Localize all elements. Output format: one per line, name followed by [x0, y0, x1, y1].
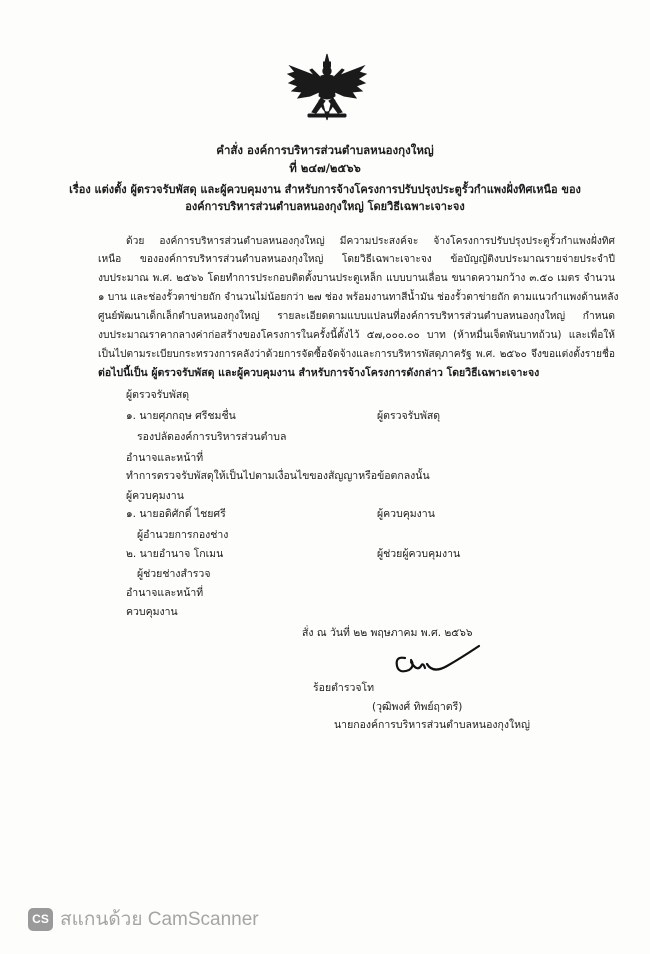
signer-name: (วุฒิพงศ์ ทิพย์ฤาตรี)	[372, 701, 463, 713]
order-number: ที่ ๒๔๗/๒๕๖๖	[289, 161, 361, 175]
camscanner-watermark: สแกนด้วย CamScanner	[60, 909, 259, 930]
handwritten-signature	[387, 644, 487, 680]
garuda-emblem-icon	[286, 52, 368, 130]
inspectors-duty-heading: อำนาจและหน้าที่	[126, 452, 204, 464]
supervisors-heading: ผู้ควบคุมงาน	[126, 490, 184, 502]
camscanner-logo-icon: CS	[28, 908, 53, 931]
body-line: งบประมาณ พ.ศ. ๒๕๖๖ โดยทำการประกอบติดตั้งบานประตูเหล็ก แบบบานเลื่อน ขนาดความกว้าง ๓.๕๐ เมตร จำนวน	[98, 273, 615, 284]
signer-title: นายกองค์การบริหารส่วนตำบลหนองกุงใหญ่	[334, 719, 531, 731]
subject-line-2: องค์การบริหารส่วนตำบลหนองกุงใหญ่ โดยวิธีเฉพาะเจาะจง	[185, 200, 465, 213]
body-line: ๑ บาน และช่องรั้วตาข่ายถัก จำนวนไม่น้อยกว่า ๒๗ ช่อง พร้อมงานทาสีน้ำมัน ช่องรั้วตาข่ายถัก ตามแนวกำแพงด้านหลัง	[98, 292, 619, 303]
body-line: ด้วย องค์การบริหารส่วนตำบลหนองกุงใหญ่ มีความประสงค์จะ จ้างโครงการปรับปรุงประตูรั้วกำแพงฝั่งทิศ	[126, 236, 615, 247]
supervisor-2-position: ผู้ช่วยช่างสำรวจ	[137, 568, 211, 580]
supervisor-1-role: ผู้ควบคุมงาน	[377, 508, 435, 520]
supervisor-2-role: ผู้ช่วยผู้ควบคุมงาน	[377, 548, 461, 560]
body-line: ศูนย์พัฒนาเด็กเล็กตำบลหนองกุงใหญ่ รายละเอียดตามแบบแปลนที่องค์การบริหารส่วนตำบลหนองกุงใหญ่ กำหนด	[98, 311, 615, 322]
supervisors-duty-text: ควบคุมงาน	[126, 606, 178, 618]
inspector-1-role: ผู้ตรวจรับพัสดุ	[377, 410, 441, 422]
subject-line-1: เรื่อง แต่งตั้ง ผู้ตรวจรับพัสดุ และผู้ควบคุมงาน สำหรับการจ้างโครงการปรับปรุงประตูรั้วกำแพงฝั่งทิศเหนือ ของ	[69, 183, 581, 196]
inspectors-heading: ผู้ตรวจรับพัสดุ	[126, 389, 190, 401]
body-line: งบประมาณราคากลางค่าก่อสร้างของโครงการในครั้งนี้ตั้งไว้ ๕๗,๐๐๐.๐๐ บาท (ห้าหมื่นเจ็ดพันบาทถ้วน) และเพื่อให้	[98, 330, 615, 341]
supervisor-1-name: ๑. นายอดิศักดิ์ ไชยศรี	[126, 508, 226, 520]
order-date: สั่ง ณ วันที่ ๒๒ พฤษภาคม พ.ศ. ๒๕๖๖	[302, 627, 473, 639]
supervisor-2-name: ๒. นายอำนาจ โกเมน	[126, 548, 224, 560]
inspectors-duty-text: ทำการตรวจรับพัสดุให้เป็นไปตามเงื่อนไขของสัญญาหรือข้อตกลงนั้น	[126, 470, 430, 482]
body-line: เหนือ ขององค์การบริหารส่วนตำบลหนองกุงใหญ่ โดยวิธีเฉพาะเจาะจง ข้อบัญญัติงบประมาณรายจ่ายประจำปี	[98, 254, 615, 265]
supervisor-1-position: ผู้อำนวยการกองช่าง	[137, 529, 229, 541]
inspector-1-position: รองปลัดองค์การบริหารส่วนตำบล	[137, 431, 287, 443]
signer-rank: ร้อยตำรวจโท	[313, 682, 375, 694]
body-line: ต่อไปนี้เป็น ผู้ตรวจรับพัสดุ และผู้ควบคุมงาน สำหรับการจ้างโครงการดังกล่าว โดยวิธีเฉพาะเจาะจง	[98, 367, 540, 379]
body-line: เป็นไปตามระเบียบกระทรวงการคลังว่าด้วยการจัดซื้อจัดจ้างและการบริหารพัสดุภาครัฐ พ.ศ. ๒๕๖๐ จึงขอแต่งตั้งรายชื่อ	[98, 349, 615, 360]
order-title: คำสั่ง องค์การบริหารส่วนตำบลหนองกุงใหญ่	[216, 143, 434, 157]
supervisors-duty-heading: อำนาจและหน้าที่	[126, 587, 204, 599]
inspector-1-name: ๑. นายศุภกฤษ ศรีชมชื่น	[126, 410, 236, 422]
